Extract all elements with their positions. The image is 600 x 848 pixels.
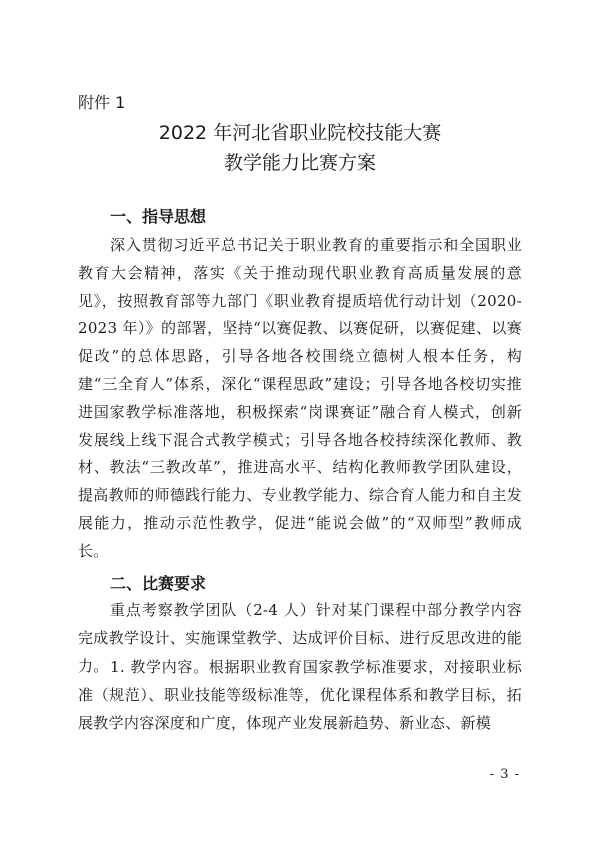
page-number: - 3 - (489, 767, 520, 782)
paragraph-requirements-intro: 重点考察教学团队（2-4 人）针对某门课程中部分教学内容完成教学设计、实施课堂教学、达成评价目标、进行反思改进的能力。 (78, 601, 522, 675)
paragraph-teaching-content: 1. 教学内容。根据职业教育国家教学标准要求，对接职业标准（规范）、职业技能等级标准等，优化课程体系和教学目标，拓展教学内容深度和广度，体现产业发展新趋势、新业态、新模 (78, 658, 522, 732)
document-title-line-1: 2022 年河北省职业院校技能大赛 (158, 122, 442, 144)
section-heading-guiding-ideology: 一、指导思想 (110, 207, 207, 226)
section-heading-competition-requirements: 二、比赛要求 (110, 574, 207, 593)
paragraph-guiding-ideology: 深入贯彻习近平总书记关于职业教育的重要指示和全国职业教育大会精神，落实《关于推动现代职业教育高质量发展的意见》，按照教育部等九部门《职业教育提质培优行动计划（2020-2023 年）》的部署，坚持“以赛促教、以赛促研，以赛促建、以赛促改”的总体思路，引导各地各校围绕立德树人根本任务，构建“三全育人”体系，深化“课程思政”建设；引导各地各校切实推进国家教学标准落地，积极探索“岗课赛证”融合育人模式，创新发展线上线下混合式教学模式；引导各地各校持续深化教师、教材、教法“三教改革”，推进高水平、结构化教师教学团队建设，提高教师的师德践行能力、专业教学能力、综合育人能力和自主发展能力，推动示范性教学，促进“能说会做”的“双师型”教师成长。 (78, 236, 522, 560)
attachment-label: 附件 1 (78, 93, 126, 112)
document-title-line-2: 教学能力比赛方案 (223, 152, 376, 174)
